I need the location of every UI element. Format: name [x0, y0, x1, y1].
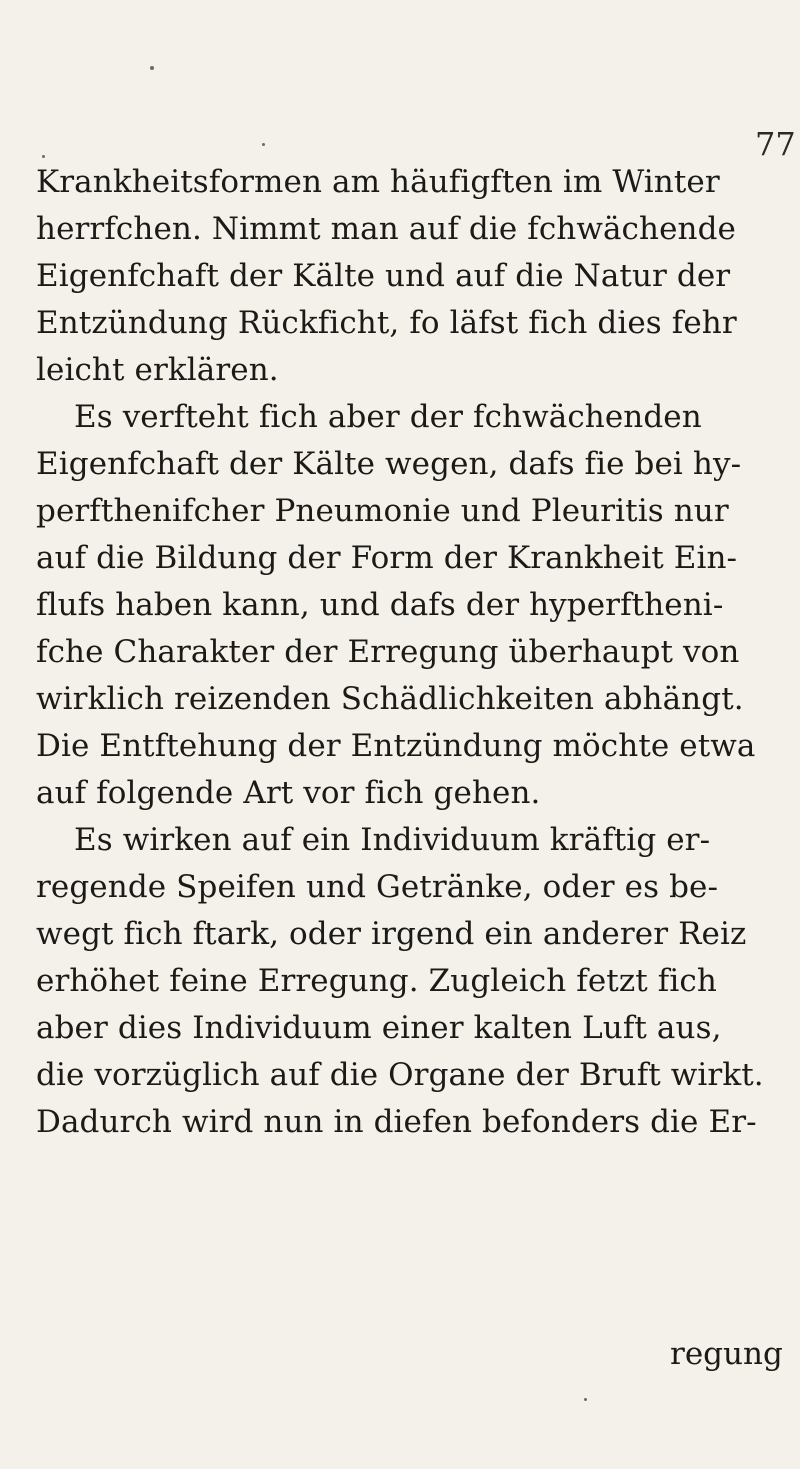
- text-line: auf die Bildung der Form der Krankheit Ein-: [36, 540, 738, 576]
- paper-speck: [150, 66, 154, 70]
- paper-speck: [584, 1398, 587, 1401]
- text-line: Eigenfchaft der Kälte und auf die Natur der: [36, 258, 731, 294]
- text-line: Entzündung Rückficht, fo läfst fich dies fehr: [36, 305, 737, 341]
- text-line: Krankheitsformen am häufigften im Winter: [36, 164, 720, 200]
- text-line: herrfchen. Nimmt man auf die fchwächende: [36, 211, 736, 247]
- catchword: regung: [670, 1336, 783, 1372]
- text-line: auf folgende Art vor fich gehen.: [36, 775, 541, 811]
- text-line: regende Speifen und Getränke, oder es be-: [36, 869, 719, 905]
- text-line: wirklich reizenden Schädlichkeiten abhängt.: [36, 681, 744, 717]
- paper-speck: [262, 143, 265, 146]
- text-line: Es wirken auf ein Individuum kräftig er-: [74, 822, 711, 858]
- text-line: erhöhet feine Erregung. Zugleich fetzt fich: [36, 963, 717, 999]
- text-line: aber dies Individuum einer kalten Luft aus,: [36, 1010, 722, 1046]
- text-line: Eigenfchaft der Kälte wegen, dafs fie bei hy-: [36, 446, 742, 482]
- text-line: die vorzüglich auf die Organe der Bruft wirkt.: [36, 1057, 764, 1093]
- text-line: flufs haben kann, und dafs der hyperfthenі-: [36, 587, 724, 623]
- text-line: fche Charakter der Erregung überhaupt von: [36, 634, 740, 670]
- text-line: Es verfteht fich aber der fchwächenden: [74, 399, 702, 435]
- text-line: Die Entftehung der Entzündung möchte etwa: [36, 728, 756, 764]
- paper-speck: [42, 155, 45, 158]
- text-line: perfthenifcher Pneumonie und Pleuritis nur: [36, 493, 729, 529]
- text-line: Dadurch wird nun in diefen befonders die Er-: [36, 1104, 757, 1140]
- text-line: wegt fich ftark, oder irgend ein anderer Reiz: [36, 916, 747, 952]
- page-number: 77: [755, 125, 796, 163]
- text-line: leicht erklären.: [36, 352, 279, 388]
